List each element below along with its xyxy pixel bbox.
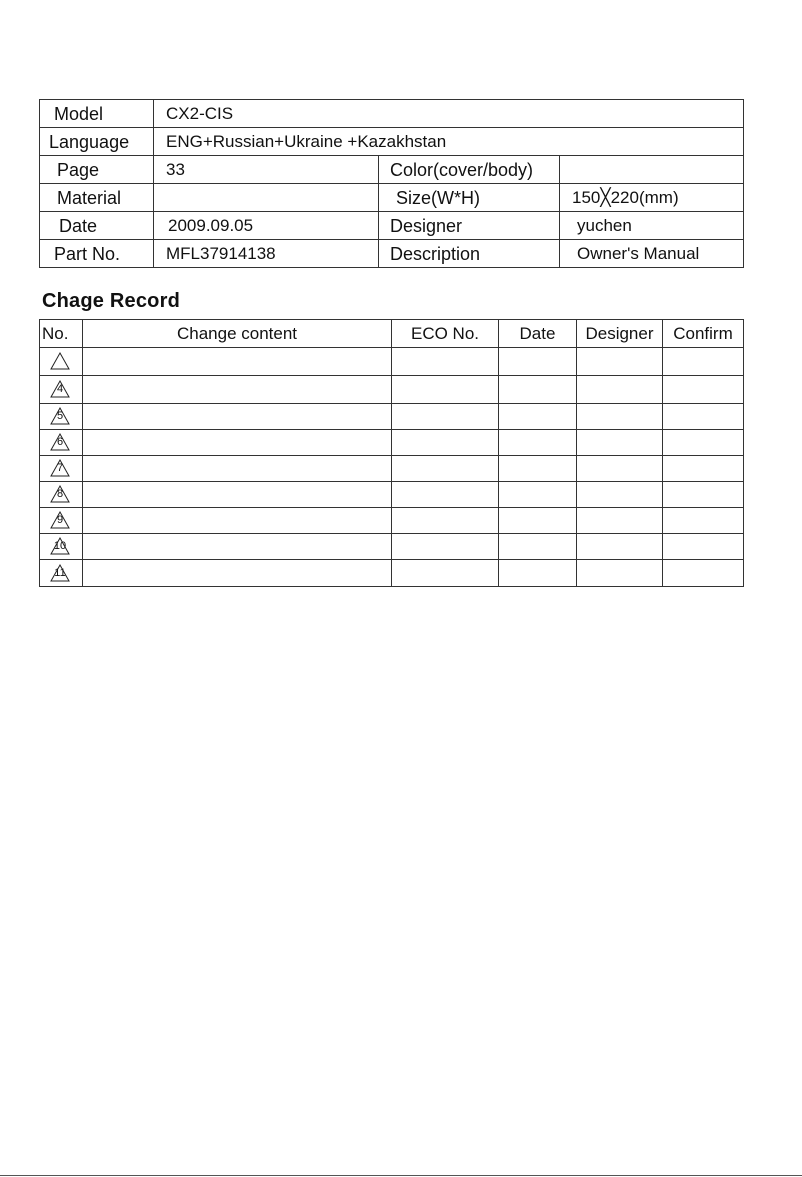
confirm-cell: [663, 404, 744, 430]
designer-cell: [577, 404, 663, 430]
revision-number: 8: [56, 488, 64, 501]
header-change-content: Change content: [83, 320, 392, 348]
revision-number: 9: [56, 514, 64, 527]
table-row: [40, 348, 744, 376]
revision-triangle-icon: [50, 380, 70, 398]
date-cell: [499, 404, 577, 430]
confirm-cell: [663, 348, 744, 376]
date-cell: [499, 508, 577, 534]
header-confirm: Confirm: [663, 320, 744, 348]
change-record-table: [39, 319, 744, 587]
change-record-rows: [40, 348, 744, 587]
info-row-page: [40, 156, 744, 184]
page-label: Page: [40, 156, 154, 184]
revision-cell: [40, 404, 83, 430]
change-record-header: [40, 320, 744, 348]
revision-triangle-icon: [50, 407, 70, 425]
confirm-cell: [663, 508, 744, 534]
eco-no-cell: [392, 404, 499, 430]
designer-cell: [577, 560, 663, 587]
designer-cell: [577, 430, 663, 456]
material-value: [154, 184, 379, 212]
change-content-cell: [83, 482, 392, 508]
designer-cell: [577, 456, 663, 482]
header-eco-no: ECO No.: [392, 320, 499, 348]
table-row: [40, 508, 744, 534]
partno-value: MFL37914138: [154, 240, 379, 268]
language-value: ENG+Russian+Ukraine +Kazakhstan: [154, 128, 744, 156]
revision-number: 6: [56, 436, 64, 449]
revision-triangle-icon: [50, 537, 70, 555]
change-content-cell: [83, 376, 392, 404]
designer-cell: [577, 376, 663, 404]
revision-number: 7: [56, 462, 64, 475]
revision-triangle-icon: [50, 511, 70, 529]
partno-label: Part No.: [40, 240, 154, 268]
revision-triangle-icon: [50, 433, 70, 451]
revision-triangle-icon: [50, 485, 70, 503]
date-cell: [499, 534, 577, 560]
revision-triangle-icon: [50, 352, 70, 370]
info-row-model: [40, 100, 744, 128]
designer-cell: [577, 348, 663, 376]
revision-triangle-icon: [50, 564, 70, 582]
info-row-language: [40, 128, 744, 156]
revision-triangle-icon: [50, 459, 70, 477]
eco-no-cell: [392, 430, 499, 456]
change-content-cell: [83, 508, 392, 534]
change-record-title: Chage Record: [42, 290, 180, 312]
revision-cell: [40, 430, 83, 456]
designer-cell: [577, 534, 663, 560]
material-label: Material: [40, 184, 154, 212]
color-value: [560, 156, 744, 184]
confirm-cell: [663, 482, 744, 508]
revision-number: 10: [53, 540, 67, 553]
language-label: Language: [40, 128, 154, 156]
revision-number: 4: [56, 383, 64, 396]
revision-cell: [40, 560, 83, 587]
eco-no-cell: [392, 560, 499, 587]
date-cell: [499, 560, 577, 587]
change-content-cell: [83, 430, 392, 456]
designer-cell: [577, 508, 663, 534]
eco-no-cell: [392, 348, 499, 376]
table-row: [40, 404, 744, 430]
change-content-cell: [83, 456, 392, 482]
confirm-cell: [663, 560, 744, 587]
date-cell: [499, 456, 577, 482]
header-no: No.: [40, 320, 83, 348]
change-content-cell: [83, 404, 392, 430]
table-row: [40, 456, 744, 482]
revision-cell: [40, 508, 83, 534]
document-info-table: [39, 99, 744, 268]
info-row-date: [40, 212, 744, 240]
confirm-cell: [663, 376, 744, 404]
confirm-cell: [663, 456, 744, 482]
header-date: Date: [499, 320, 577, 348]
revision-cell: [40, 456, 83, 482]
page-bottom-rule: [0, 1175, 802, 1176]
info-row-partno: [40, 240, 744, 268]
date-cell: [499, 376, 577, 404]
confirm-cell: [663, 430, 744, 456]
date-cell: [499, 348, 577, 376]
eco-no-cell: [392, 482, 499, 508]
eco-no-cell: [392, 534, 499, 560]
size-label: Size(W*H): [379, 184, 560, 212]
change-content-cell: [83, 534, 392, 560]
table-row: [40, 376, 744, 404]
date-value: 2009.09.05: [154, 212, 379, 240]
confirm-cell: [663, 534, 744, 560]
description-value: Owner's Manual: [560, 240, 744, 268]
designer-cell: [577, 482, 663, 508]
revision-number: 11: [54, 566, 66, 579]
revision-cell: [40, 482, 83, 508]
date-label: Date: [40, 212, 154, 240]
size-value: 150╳220(mm): [560, 184, 744, 212]
table-row: [40, 560, 744, 587]
eco-no-cell: [392, 376, 499, 404]
table-row: [40, 430, 744, 456]
eco-no-cell: [392, 508, 499, 534]
model-value: CX2-CIS: [154, 100, 744, 128]
designer-value: yuchen: [560, 212, 744, 240]
table-row: [40, 534, 744, 560]
eco-no-cell: [392, 456, 499, 482]
revision-cell: [40, 534, 83, 560]
date-cell: [499, 430, 577, 456]
table-row: [40, 482, 744, 508]
header-designer: Designer: [577, 320, 663, 348]
revision-number: 5: [56, 410, 64, 423]
date-cell: [499, 482, 577, 508]
page-value: 33: [154, 156, 379, 184]
description-label: Description: [379, 240, 560, 268]
revision-cell: [40, 376, 83, 404]
revision-cell: [40, 348, 83, 376]
change-content-cell: [83, 348, 392, 376]
change-content-cell: [83, 560, 392, 587]
info-row-material: [40, 184, 744, 212]
model-label: Model: [40, 100, 154, 128]
designer-label: Designer: [379, 212, 560, 240]
color-label: Color(cover/body): [379, 156, 560, 184]
